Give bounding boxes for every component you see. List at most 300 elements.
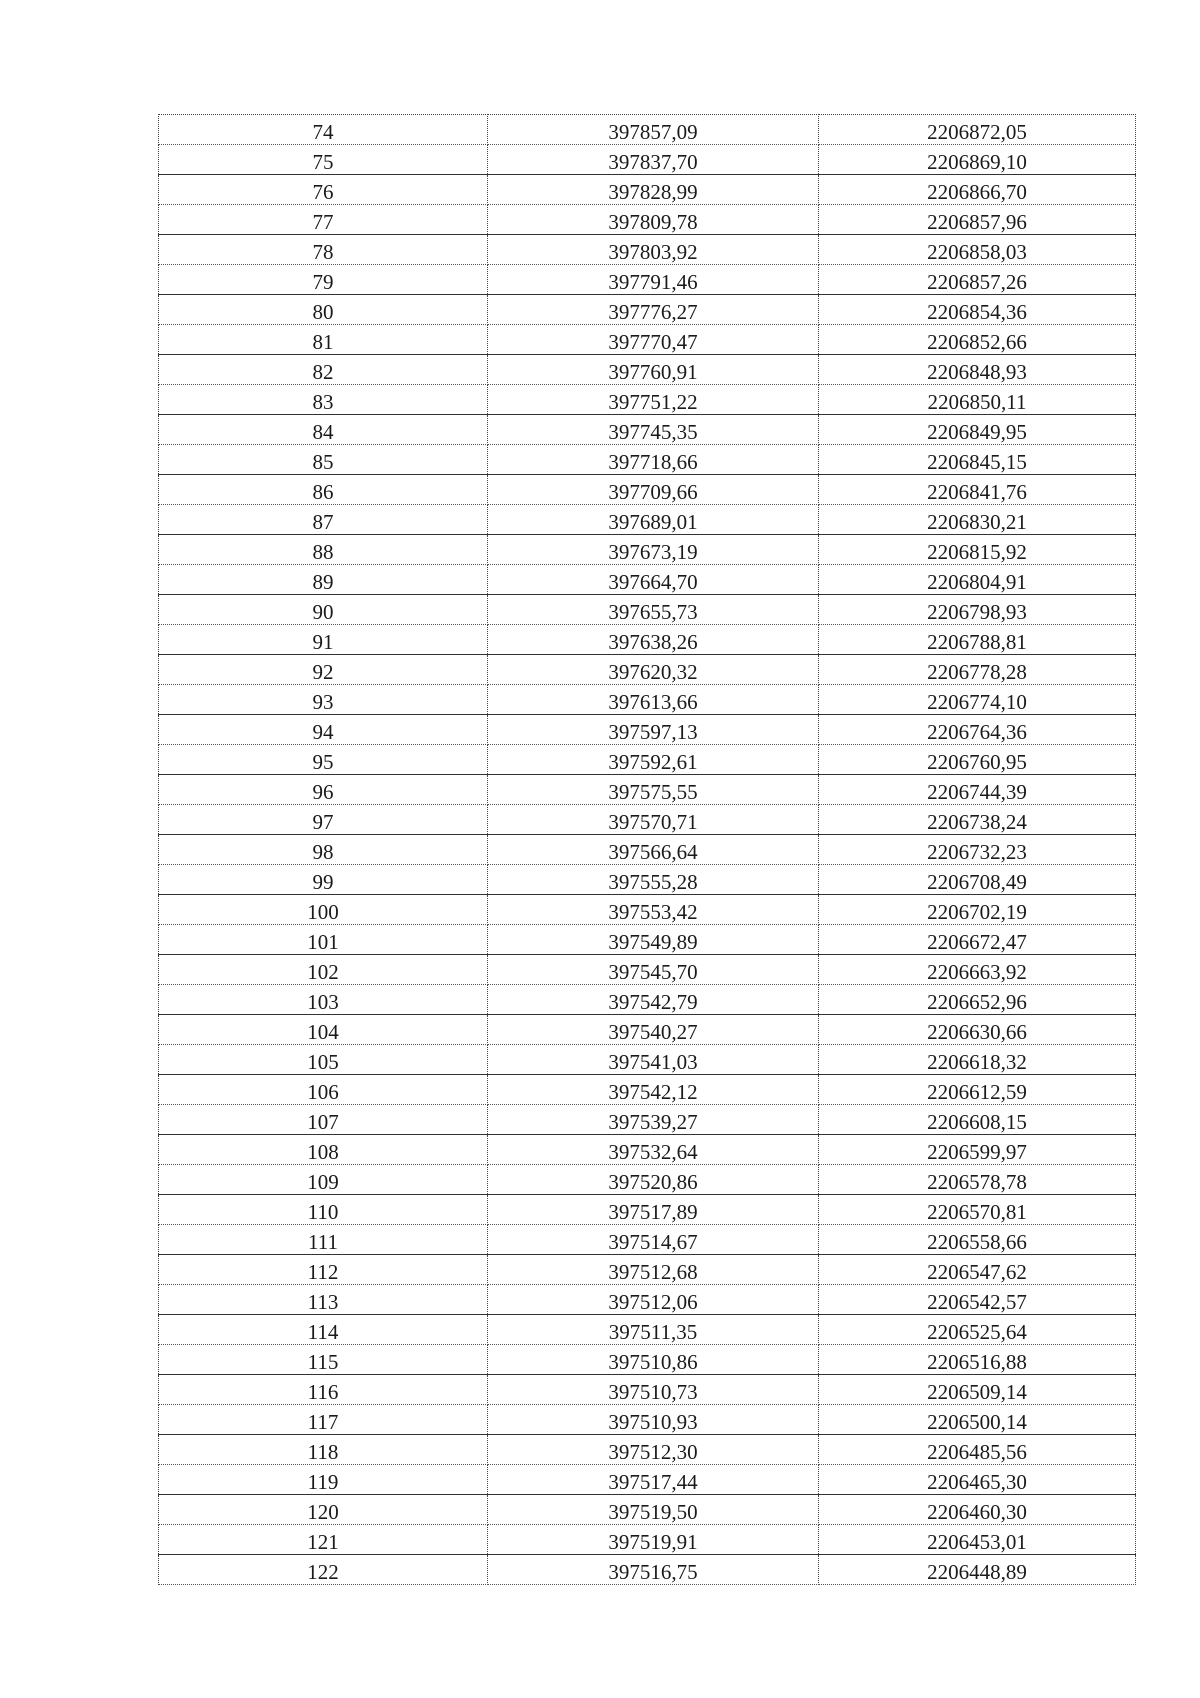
table-row xyxy=(159,1045,1136,1075)
x-coordinate-text: 397542,79 xyxy=(608,990,698,1014)
table-row xyxy=(159,235,1136,265)
x-coordinate-text: 397689,01 xyxy=(608,510,698,534)
y-coordinate-text: 2206866,70 xyxy=(927,180,1027,204)
y-coordinate-cell xyxy=(819,745,1136,775)
y-coordinate-cell xyxy=(819,175,1136,205)
y-coordinate-text: 2206672,47 xyxy=(927,930,1027,954)
y-coordinate-text: 2206788,81 xyxy=(927,630,1027,654)
table-row xyxy=(159,385,1136,415)
y-coordinate-text: 2206570,81 xyxy=(927,1200,1027,1224)
x-coordinate-cell xyxy=(488,1345,819,1375)
point-number-cell xyxy=(159,415,488,445)
y-coordinate-cell xyxy=(819,1345,1136,1375)
y-coordinate-text: 2206854,36 xyxy=(927,300,1027,324)
point-number-text: 94 xyxy=(312,720,334,744)
y-coordinate-text: 2206485,56 xyxy=(927,1440,1027,1464)
y-coordinate-cell xyxy=(819,1105,1136,1135)
y-coordinate-text: 2206652,96 xyxy=(927,990,1027,1014)
point-number-cell xyxy=(159,1555,488,1585)
point-number-cell xyxy=(159,265,488,295)
point-number-text: 122 xyxy=(307,1560,339,1584)
x-coordinate-text: 397539,27 xyxy=(608,1110,698,1134)
table-row xyxy=(159,955,1136,985)
y-coordinate-cell xyxy=(819,1495,1136,1525)
x-coordinate-text: 397519,50 xyxy=(608,1500,698,1524)
y-coordinate-text: 2206778,28 xyxy=(927,660,1027,684)
y-coordinate-text: 2206525,64 xyxy=(927,1320,1027,1344)
table-row xyxy=(159,145,1136,175)
y-coordinate-text: 2206708,49 xyxy=(927,870,1027,894)
point-number-text: 100 xyxy=(307,900,339,924)
point-number-cell xyxy=(159,1315,488,1345)
table-row xyxy=(159,865,1136,895)
point-number-cell xyxy=(159,1105,488,1135)
point-number-cell xyxy=(159,1405,488,1435)
x-coordinate-text: 397570,71 xyxy=(608,810,698,834)
point-number-text: 114 xyxy=(307,1320,339,1344)
x-coordinate-text: 397520,86 xyxy=(608,1170,698,1194)
x-coordinate-cell xyxy=(488,1255,819,1285)
y-coordinate-cell xyxy=(819,325,1136,355)
coordinate-table xyxy=(158,114,1136,1585)
y-coordinate-text: 2206852,66 xyxy=(927,330,1027,354)
x-coordinate-text: 397517,44 xyxy=(608,1470,698,1494)
point-number-cell xyxy=(159,985,488,1015)
point-number-cell xyxy=(159,1525,488,1555)
point-number-cell xyxy=(159,325,488,355)
table-row xyxy=(159,625,1136,655)
y-coordinate-text: 2206578,78 xyxy=(927,1170,1027,1194)
y-coordinate-text: 2206857,96 xyxy=(927,210,1027,234)
x-coordinate-text: 397803,92 xyxy=(608,240,698,264)
x-coordinate-text: 397540,27 xyxy=(608,1020,698,1044)
point-number-cell xyxy=(159,205,488,235)
y-coordinate-cell xyxy=(819,625,1136,655)
point-number-text: 103 xyxy=(307,990,339,1014)
x-coordinate-cell xyxy=(488,535,819,565)
x-coordinate-text: 397664,70 xyxy=(608,570,698,594)
point-number-text: 87 xyxy=(312,510,334,534)
point-number-text: 77 xyxy=(312,210,334,234)
table-row xyxy=(159,475,1136,505)
point-number-text: 102 xyxy=(307,960,339,984)
x-coordinate-cell xyxy=(488,175,819,205)
x-coordinate-cell xyxy=(488,865,819,895)
table-row xyxy=(159,325,1136,355)
table-row xyxy=(159,1555,1136,1585)
point-number-cell xyxy=(159,1075,488,1105)
y-coordinate-text: 2206804,91 xyxy=(927,570,1027,594)
point-number-cell xyxy=(159,925,488,955)
point-number-cell xyxy=(159,595,488,625)
x-coordinate-cell xyxy=(488,655,819,685)
y-coordinate-cell xyxy=(819,1555,1136,1585)
point-number-text: 93 xyxy=(312,690,334,714)
table-row xyxy=(159,115,1136,145)
point-number-cell xyxy=(159,355,488,385)
y-coordinate-text: 2206702,19 xyxy=(927,900,1027,924)
point-number-text: 119 xyxy=(307,1470,339,1494)
point-number-text: 83 xyxy=(312,390,334,414)
x-coordinate-text: 397511,35 xyxy=(608,1320,698,1344)
y-coordinate-text: 2206858,03 xyxy=(927,240,1027,264)
y-coordinate-text: 2206547,62 xyxy=(927,1260,1027,1284)
coordinate-table-body xyxy=(159,115,1136,1585)
y-coordinate-text: 2206663,92 xyxy=(927,960,1027,984)
x-coordinate-cell xyxy=(488,985,819,1015)
y-coordinate-cell xyxy=(819,1405,1136,1435)
y-coordinate-cell xyxy=(819,1225,1136,1255)
y-coordinate-text: 2206849,95 xyxy=(927,420,1027,444)
x-coordinate-text: 397541,03 xyxy=(608,1050,698,1074)
x-coordinate-text: 397837,70 xyxy=(608,150,698,174)
table-row xyxy=(159,1405,1136,1435)
y-coordinate-cell xyxy=(819,115,1136,145)
table-row xyxy=(159,1255,1136,1285)
point-number-text: 89 xyxy=(312,570,334,594)
point-number-cell xyxy=(159,1435,488,1465)
point-number-text: 116 xyxy=(307,1380,339,1404)
x-coordinate-cell xyxy=(488,325,819,355)
point-number-cell xyxy=(159,115,488,145)
point-number-text: 99 xyxy=(312,870,334,894)
x-coordinate-cell xyxy=(488,475,819,505)
x-coordinate-text: 397510,73 xyxy=(608,1380,698,1404)
x-coordinate-text: 397760,91 xyxy=(608,360,698,384)
point-number-cell xyxy=(159,865,488,895)
table-row xyxy=(159,745,1136,775)
x-coordinate-text: 397514,67 xyxy=(608,1230,698,1254)
x-coordinate-cell xyxy=(488,595,819,625)
x-coordinate-cell xyxy=(488,715,819,745)
table-row xyxy=(159,1525,1136,1555)
x-coordinate-text: 397512,68 xyxy=(608,1260,698,1284)
point-number-text: 110 xyxy=(307,1200,339,1224)
x-coordinate-cell xyxy=(488,415,819,445)
point-number-text: 81 xyxy=(312,330,334,354)
point-number-text: 121 xyxy=(307,1530,339,1554)
x-coordinate-cell xyxy=(488,295,819,325)
point-number-text: 120 xyxy=(307,1500,339,1524)
point-number-cell xyxy=(159,1285,488,1315)
x-coordinate-text: 397512,30 xyxy=(608,1440,698,1464)
y-coordinate-cell xyxy=(819,685,1136,715)
y-coordinate-cell xyxy=(819,205,1136,235)
point-number-text: 118 xyxy=(307,1440,339,1464)
y-coordinate-text: 2206738,24 xyxy=(927,810,1027,834)
y-coordinate-cell xyxy=(819,1075,1136,1105)
x-coordinate-text: 397519,91 xyxy=(608,1530,698,1554)
table-row xyxy=(159,175,1136,205)
y-coordinate-text: 2206453,01 xyxy=(927,1530,1027,1554)
y-coordinate-cell xyxy=(819,415,1136,445)
y-coordinate-cell xyxy=(819,295,1136,325)
y-coordinate-text: 2206612,59 xyxy=(927,1080,1027,1104)
point-number-cell xyxy=(159,715,488,745)
x-coordinate-cell xyxy=(488,1285,819,1315)
y-coordinate-text: 2206630,66 xyxy=(927,1020,1027,1044)
table-row xyxy=(159,1345,1136,1375)
y-coordinate-cell xyxy=(819,655,1136,685)
point-number-cell xyxy=(159,1345,488,1375)
table-row xyxy=(159,565,1136,595)
x-coordinate-text: 397510,93 xyxy=(608,1410,698,1434)
y-coordinate-text: 2206841,76 xyxy=(927,480,1027,504)
point-number-text: 82 xyxy=(312,360,334,384)
x-coordinate-text: 397709,66 xyxy=(608,480,698,504)
x-coordinate-cell xyxy=(488,955,819,985)
y-coordinate-text: 2206760,95 xyxy=(927,750,1027,774)
point-number-text: 104 xyxy=(307,1020,339,1044)
point-number-text: 112 xyxy=(307,1260,339,1284)
point-number-cell xyxy=(159,835,488,865)
x-coordinate-text: 397791,46 xyxy=(608,270,698,294)
x-coordinate-text: 397532,64 xyxy=(608,1140,698,1164)
point-number-cell xyxy=(159,1165,488,1195)
y-coordinate-text: 2206516,88 xyxy=(927,1350,1027,1374)
x-coordinate-text: 397592,61 xyxy=(608,750,698,774)
table-row xyxy=(159,1195,1136,1225)
point-number-text: 98 xyxy=(312,840,334,864)
x-coordinate-text: 397553,42 xyxy=(608,900,698,924)
point-number-cell xyxy=(159,145,488,175)
point-number-cell xyxy=(159,175,488,205)
y-coordinate-cell xyxy=(819,1165,1136,1195)
point-number-cell xyxy=(159,1495,488,1525)
y-coordinate-cell xyxy=(819,805,1136,835)
y-coordinate-cell xyxy=(819,595,1136,625)
y-coordinate-cell xyxy=(819,1195,1136,1225)
table-row xyxy=(159,1495,1136,1525)
table-row xyxy=(159,685,1136,715)
y-coordinate-text: 2206798,93 xyxy=(927,600,1027,624)
y-coordinate-cell xyxy=(819,895,1136,925)
y-coordinate-text: 2206608,15 xyxy=(927,1110,1027,1134)
table-row xyxy=(159,295,1136,325)
table-row xyxy=(159,1465,1136,1495)
point-number-text: 78 xyxy=(312,240,334,264)
x-coordinate-cell xyxy=(488,115,819,145)
x-coordinate-text: 397620,32 xyxy=(608,660,698,684)
y-coordinate-text: 2206465,30 xyxy=(927,1470,1027,1494)
point-number-text: 113 xyxy=(307,1290,339,1314)
point-number-text: 90 xyxy=(312,600,334,624)
point-number-cell xyxy=(159,655,488,685)
y-coordinate-cell xyxy=(819,355,1136,385)
table-row xyxy=(159,1435,1136,1465)
point-number-cell xyxy=(159,235,488,265)
point-number-cell xyxy=(159,385,488,415)
x-coordinate-cell xyxy=(488,895,819,925)
y-coordinate-text: 2206558,66 xyxy=(927,1230,1027,1254)
y-coordinate-text: 2206448,89 xyxy=(927,1560,1027,1584)
y-coordinate-text: 2206509,14 xyxy=(927,1380,1027,1404)
point-number-cell xyxy=(159,1045,488,1075)
y-coordinate-text: 2206848,93 xyxy=(927,360,1027,384)
table-row xyxy=(159,445,1136,475)
y-coordinate-cell xyxy=(819,235,1136,265)
x-coordinate-text: 397510,86 xyxy=(608,1350,698,1374)
point-number-cell xyxy=(159,685,488,715)
x-coordinate-text: 397512,06 xyxy=(608,1290,698,1314)
point-number-text: 74 xyxy=(312,120,334,144)
y-coordinate-cell xyxy=(819,565,1136,595)
table-row xyxy=(159,595,1136,625)
point-number-text: 86 xyxy=(312,480,334,504)
x-coordinate-cell xyxy=(488,1075,819,1105)
y-coordinate-cell xyxy=(819,475,1136,505)
x-coordinate-text: 397655,73 xyxy=(608,600,698,624)
table-row xyxy=(159,1075,1136,1105)
x-coordinate-text: 397517,89 xyxy=(608,1200,698,1224)
table-row xyxy=(159,655,1136,685)
point-number-text: 92 xyxy=(312,660,334,684)
y-coordinate-cell xyxy=(819,445,1136,475)
point-number-text: 107 xyxy=(307,1110,339,1134)
x-coordinate-text: 397828,99 xyxy=(608,180,698,204)
x-coordinate-cell xyxy=(488,235,819,265)
x-coordinate-text: 397638,26 xyxy=(608,630,698,654)
point-number-text: 96 xyxy=(312,780,334,804)
point-number-cell xyxy=(159,295,488,325)
x-coordinate-text: 397613,66 xyxy=(608,690,698,714)
table-row xyxy=(159,1315,1136,1345)
y-coordinate-text: 2206599,97 xyxy=(927,1140,1027,1164)
table-row xyxy=(159,1165,1136,1195)
point-number-cell xyxy=(159,535,488,565)
y-coordinate-cell xyxy=(819,835,1136,865)
y-coordinate-cell xyxy=(819,1435,1136,1465)
point-number-cell xyxy=(159,895,488,925)
x-coordinate-cell xyxy=(488,1105,819,1135)
point-number-text: 108 xyxy=(307,1140,339,1164)
x-coordinate-cell xyxy=(488,1435,819,1465)
table-row xyxy=(159,505,1136,535)
x-coordinate-text: 397770,47 xyxy=(608,330,698,354)
table-row xyxy=(159,265,1136,295)
y-coordinate-text: 2206869,10 xyxy=(927,150,1027,174)
y-coordinate-cell xyxy=(819,1465,1136,1495)
y-coordinate-text: 2206850,11 xyxy=(927,390,1027,414)
table-row xyxy=(159,535,1136,565)
y-coordinate-text: 2206857,26 xyxy=(927,270,1027,294)
y-coordinate-cell xyxy=(819,1375,1136,1405)
point-number-cell xyxy=(159,445,488,475)
x-coordinate-cell xyxy=(488,565,819,595)
point-number-cell xyxy=(159,955,488,985)
table-row xyxy=(159,1015,1136,1045)
table-row xyxy=(159,205,1136,235)
point-number-cell xyxy=(159,1225,488,1255)
y-coordinate-cell xyxy=(819,535,1136,565)
table-row xyxy=(159,355,1136,385)
point-number-cell xyxy=(159,475,488,505)
y-coordinate-cell xyxy=(819,1525,1136,1555)
point-number-text: 111 xyxy=(308,1230,338,1254)
x-coordinate-cell xyxy=(488,1045,819,1075)
point-number-text: 97 xyxy=(312,810,334,834)
x-coordinate-cell xyxy=(488,685,819,715)
y-coordinate-text: 2206872,05 xyxy=(927,120,1027,144)
x-coordinate-text: 397549,89 xyxy=(608,930,698,954)
x-coordinate-cell xyxy=(488,745,819,775)
point-number-cell xyxy=(159,505,488,535)
x-coordinate-cell xyxy=(488,1555,819,1585)
x-coordinate-cell xyxy=(488,1315,819,1345)
y-coordinate-cell xyxy=(819,775,1136,805)
x-coordinate-cell xyxy=(488,1525,819,1555)
point-number-text: 91 xyxy=(312,630,334,654)
x-coordinate-text: 397566,64 xyxy=(608,840,698,864)
y-coordinate-cell xyxy=(819,1015,1136,1045)
y-coordinate-text: 2206744,39 xyxy=(927,780,1027,804)
point-number-text: 105 xyxy=(307,1050,339,1074)
table-row xyxy=(159,895,1136,925)
x-coordinate-cell xyxy=(488,925,819,955)
x-coordinate-cell xyxy=(488,505,819,535)
y-coordinate-text: 2206618,32 xyxy=(927,1050,1027,1074)
x-coordinate-cell xyxy=(488,1195,819,1225)
x-coordinate-cell xyxy=(488,205,819,235)
point-number-cell xyxy=(159,1375,488,1405)
y-coordinate-text: 2206845,15 xyxy=(927,450,1027,474)
point-number-cell xyxy=(159,1135,488,1165)
point-number-text: 88 xyxy=(312,540,334,564)
point-number-cell xyxy=(159,625,488,655)
point-number-cell xyxy=(159,1465,488,1495)
point-number-text: 117 xyxy=(307,1410,339,1434)
x-coordinate-cell xyxy=(488,835,819,865)
y-coordinate-text: 2206460,30 xyxy=(927,1500,1027,1524)
y-coordinate-cell xyxy=(819,925,1136,955)
point-number-text: 80 xyxy=(312,300,334,324)
point-number-text: 109 xyxy=(307,1170,339,1194)
point-number-cell xyxy=(159,745,488,775)
table-row xyxy=(159,1135,1136,1165)
point-number-cell xyxy=(159,565,488,595)
y-coordinate-cell xyxy=(819,145,1136,175)
x-coordinate-text: 397751,22 xyxy=(608,390,698,414)
x-coordinate-cell xyxy=(488,1165,819,1195)
x-coordinate-cell xyxy=(488,445,819,475)
x-coordinate-cell xyxy=(488,145,819,175)
point-number-text: 115 xyxy=(307,1350,339,1374)
point-number-cell xyxy=(159,1255,488,1285)
point-number-cell xyxy=(159,775,488,805)
x-coordinate-text: 397516,75 xyxy=(608,1560,698,1584)
y-coordinate-cell xyxy=(819,385,1136,415)
y-coordinate-cell xyxy=(819,1315,1136,1345)
x-coordinate-cell xyxy=(488,805,819,835)
point-number-text: 79 xyxy=(312,270,334,294)
x-coordinate-text: 397597,13 xyxy=(608,720,698,744)
y-coordinate-cell xyxy=(819,505,1136,535)
table-row xyxy=(159,985,1136,1015)
x-coordinate-text: 397575,55 xyxy=(608,780,698,804)
table-row xyxy=(159,1105,1136,1135)
point-number-text: 101 xyxy=(307,930,339,954)
x-coordinate-cell xyxy=(488,775,819,805)
x-coordinate-text: 397718,66 xyxy=(608,450,698,474)
x-coordinate-cell xyxy=(488,1015,819,1045)
table-row xyxy=(159,835,1136,865)
point-number-text: 85 xyxy=(312,450,334,474)
point-number-cell xyxy=(159,805,488,835)
y-coordinate-cell xyxy=(819,1285,1136,1315)
x-coordinate-cell xyxy=(488,1465,819,1495)
y-coordinate-cell xyxy=(819,955,1136,985)
point-number-text: 106 xyxy=(307,1080,339,1104)
